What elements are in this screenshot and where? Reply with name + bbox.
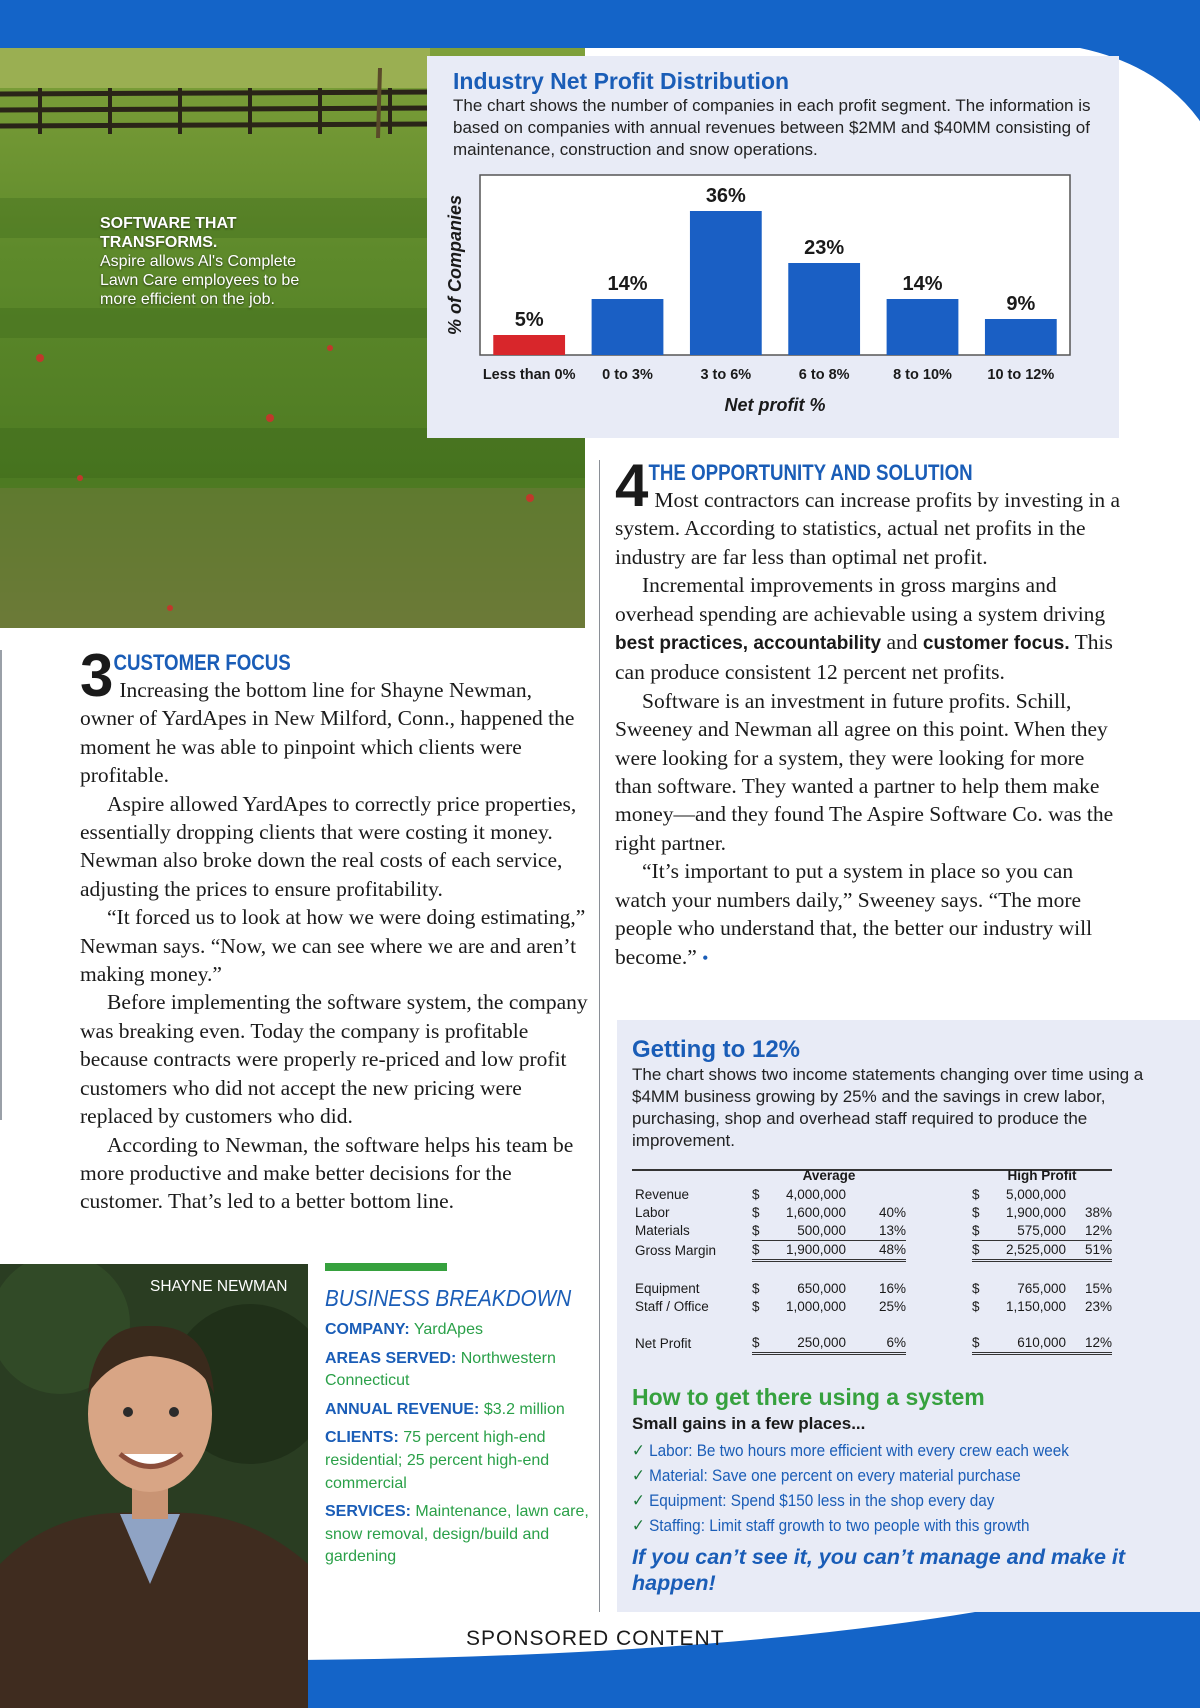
business-accent-bar — [325, 1263, 447, 1271]
income-statement-table — [632, 1166, 1112, 1355]
section-3-paragraph-4: Before implementing the software system, the company was breaking even. Today the company is profitable because contracts were properly re-priced and low profit customers who did not accept the new pricing were replaced by customers who did. — [80, 990, 588, 1129]
data-label: 14% — [607, 273, 648, 295]
high-value: 2,525,000 — [986, 1241, 1066, 1261]
currency-sign: $ — [752, 1281, 760, 1296]
section-opportunity-solution — [615, 452, 1123, 972]
currency-sign: $ — [972, 1334, 986, 1354]
plot-area — [480, 175, 1070, 355]
average-percent: 25% — [878, 1299, 906, 1314]
system-item: ✓ Material: Save one percent on every material purchase — [632, 1466, 1021, 1485]
currency-sign: $ — [972, 1222, 986, 1241]
high-percent: 15% — [1084, 1281, 1112, 1296]
x-tick-label: 3 to 6% — [700, 367, 752, 383]
section-4-paragraph-3: Software is an investment in future profits. Schill, Sweeney and Newman all agree on this point. When they were looking for a system, they were looking for more than software. They wanted a partner to help them make money—and they found The Aspire Software Co. was the right partner. — [615, 688, 1114, 855]
high-value: 765,000 — [1017, 1281, 1066, 1296]
bar — [493, 335, 565, 355]
high-value: 5,000,000 — [1005, 1187, 1066, 1202]
section-4-paragraph-1: Most contractors can increase profits by investing in a system. According to statistics, actual net profits in the industry are far less than optimal net profit. — [615, 488, 1121, 569]
business-areas: AREAS SERVED: Northwestern Connecticut — [325, 1349, 556, 1390]
column-divider — [599, 460, 600, 1612]
end-mark-icon: • — [702, 947, 709, 968]
high-value: 1,150,000 — [1005, 1299, 1066, 1314]
row-label: Equipment — [635, 1281, 700, 1296]
data-label: 23% — [804, 237, 845, 259]
x-axis-label: Net profit % — [724, 395, 826, 415]
average-percent: 40% — [878, 1205, 906, 1220]
emphasis-customer-focus: customer focus. — [922, 633, 1070, 655]
portrait-label: SHAYNE NEWMAN — [150, 1278, 288, 1295]
high-percent — [1066, 1186, 1112, 1204]
business-clients: CLIENTS: 75 percent high-end residential; 25 percent high-end commercial — [325, 1429, 550, 1492]
x-tick-label: 0 to 3% — [602, 367, 653, 383]
average-value: 650,000 — [797, 1281, 846, 1296]
business-revenue: ANNUAL REVENUE: $3.2 million — [325, 1400, 565, 1418]
left-column-rule — [0, 650, 2, 1120]
average-value: 250,000 — [766, 1334, 846, 1354]
table-row — [632, 1298, 1112, 1316]
system-list — [632, 1438, 1152, 1538]
bar — [887, 299, 959, 355]
high-percent: 23% — [1084, 1299, 1112, 1314]
table-row — [632, 1280, 1112, 1298]
currency-sign: $ — [752, 1187, 760, 1202]
business-breakdown-title: BUSINESS BREAKDOWN — [325, 1285, 572, 1311]
section-4-paragraph-4: “It’s important to put a system in place so you can watch your numbers daily,” Sweeney says. “The more people who understand that, the better our industry will become.” • — [615, 859, 1093, 969]
currency-sign: $ — [972, 1281, 980, 1296]
profit-bar-chart — [445, 170, 1085, 432]
average-percent — [846, 1186, 906, 1204]
bar — [690, 211, 762, 355]
currency-sign: $ — [972, 1187, 980, 1202]
table-row — [632, 1204, 1112, 1222]
data-label: 5% — [514, 309, 544, 331]
average-value: 1,900,000 — [766, 1241, 846, 1261]
bar — [788, 263, 860, 355]
average-value: 1,000,000 — [785, 1299, 846, 1314]
photo-caption-body: Aspire allows Al's Complete Lawn Care employees to be more efficient on the job. — [100, 253, 300, 308]
portrait-photo — [0, 1264, 308, 1708]
row-label: Revenue — [635, 1187, 690, 1202]
section-3-paragraph-3: “It forced us to look at how we were doing estimating,” Newman says. “Now, we can see where we are and aren’t making money.” — [80, 905, 586, 987]
profit-box-description: The chart shows the number of companies in each profit segment. The information is based on companies with annual revenues between $2MM and $40MM consisting of maintenance, construction and snow operations. — [453, 96, 1091, 159]
section-4-number: 4 — [615, 452, 649, 519]
high-percent: 12% — [1066, 1222, 1112, 1241]
data-label: 9% — [1006, 293, 1036, 315]
system-item: ✓ Labor: Be two hours more efficient with every crew each week — [632, 1441, 1069, 1460]
emphasis-best-practices: best practices, accountability — [615, 633, 882, 655]
average-percent: 16% — [878, 1281, 906, 1296]
currency-sign: $ — [752, 1205, 760, 1220]
currency-sign: $ — [752, 1222, 766, 1241]
photo-caption — [100, 214, 300, 309]
row-label: Labor — [635, 1205, 670, 1220]
currency-sign: $ — [752, 1241, 766, 1261]
x-tick-label: 8 to 10% — [893, 367, 952, 383]
section-3-paragraph-5: According to Newman, the software helps his team be more productive and make better decisions for the customer. That’s led to a better bottom line. — [80, 1132, 574, 1214]
average-value: 500,000 — [766, 1222, 846, 1241]
average-percent: 6% — [846, 1334, 906, 1354]
system-call-to-action: If you can’t see it, you can’t manage and make it happen! — [632, 1545, 1126, 1595]
system-title: How to get there using a system — [632, 1384, 985, 1410]
row-label: Materials — [635, 1223, 690, 1239]
high-percent: 51% — [1066, 1241, 1112, 1261]
high-value: 1,900,000 — [1005, 1205, 1066, 1220]
x-tick-label: Less than 0% — [482, 367, 576, 383]
table-row — [632, 1334, 1112, 1354]
sponsored-content-label: SPONSORED CONTENT — [466, 1627, 725, 1650]
photo-caption-title: SOFTWARE THAT TRANSFORMS. — [100, 215, 237, 251]
system-subtitle: Small gains in a few places... — [632, 1414, 866, 1433]
system-item: ✓ Equipment: Spend $150 less in the shop every day — [632, 1491, 995, 1510]
section-3-paragraph-1: Increasing the bottom line for Shayne Newman, owner of YardApes in New Milford, Conn., happened the moment he was able to pinpoint which clients were profitable. — [80, 678, 575, 788]
bar — [985, 319, 1057, 355]
average-percent: 13% — [846, 1222, 906, 1241]
high-value: 610,000 — [986, 1334, 1066, 1354]
business-services: SERVICES: Maintenance, lawn care, snow removal, design/build and gardening — [325, 1503, 589, 1566]
currency-sign: $ — [972, 1205, 980, 1220]
currency-sign: $ — [972, 1241, 986, 1261]
table-row — [632, 1186, 1112, 1204]
average-value: 1,600,000 — [785, 1205, 846, 1220]
section-3-heading: CUSTOMER FOCUS — [113, 650, 291, 675]
section-4-paragraph-2: Incremental improvements in gross margins and overhead spending are achievable using a system driving best practices, accountability and customer focus. This can produce consistent 12 percent net profits. — [615, 573, 1113, 685]
profit-box-title: Industry Net Profit Distribution — [453, 68, 790, 94]
check-icon: ✓ — [632, 1441, 645, 1460]
business-company: COMPANY: YardApes — [325, 1321, 483, 1338]
average-value: 4,000,000 — [785, 1187, 846, 1202]
high-percent: 12% — [1066, 1334, 1112, 1354]
data-label: 14% — [902, 273, 943, 295]
row-label: Gross Margin — [635, 1242, 717, 1258]
section-4-heading: THE OPPORTUNITY AND SOLUTION — [648, 460, 973, 485]
table-row — [632, 1241, 1112, 1261]
table-row — [632, 1222, 1112, 1241]
bar — [592, 299, 664, 355]
high-percent: 38% — [1084, 1205, 1112, 1220]
x-tick-label: 6 to 8% — [798, 367, 850, 383]
check-icon: ✓ — [632, 1466, 645, 1485]
getting-title: Getting to 12% — [632, 1036, 801, 1063]
average-percent: 48% — [846, 1241, 906, 1261]
high-value: 575,000 — [986, 1222, 1066, 1241]
row-label: Net Profit — [635, 1335, 692, 1351]
check-icon: ✓ — [632, 1491, 645, 1510]
section-3-paragraph-2: Aspire allowed YardApes to correctly price properties, essentially dropping clients that were costing it money. Newman also broke down the real costs of each service, adjusting the prices to ensure profitability. — [80, 791, 577, 901]
row-label: Staff / Office — [635, 1299, 709, 1314]
getting-description: The chart shows two income statements changing over time using a $4MM business growing by 25% and the savings in crew labor, purchasing, shop and overhead staff required to produce the improvement. — [632, 1065, 1144, 1150]
business-breakdown — [325, 1283, 595, 1575]
check-icon: ✓ — [632, 1516, 645, 1535]
currency-sign: $ — [972, 1299, 980, 1314]
section-3-number: 3 — [80, 642, 114, 709]
x-tick-label: 10 to 12% — [987, 367, 1055, 383]
y-axis-label: % of Companies — [445, 194, 465, 336]
top-blue-band — [0, 0, 1200, 48]
data-label: 36% — [705, 185, 746, 207]
column-average: Average — [802, 1168, 856, 1183]
currency-sign: $ — [752, 1334, 766, 1354]
currency-sign: $ — [752, 1299, 760, 1314]
section-customer-focus — [80, 642, 588, 1216]
column-high-profit: High Profit — [1007, 1168, 1077, 1183]
system-item: ✓ Staffing: Limit staff growth to two people with this growth — [632, 1516, 1030, 1535]
